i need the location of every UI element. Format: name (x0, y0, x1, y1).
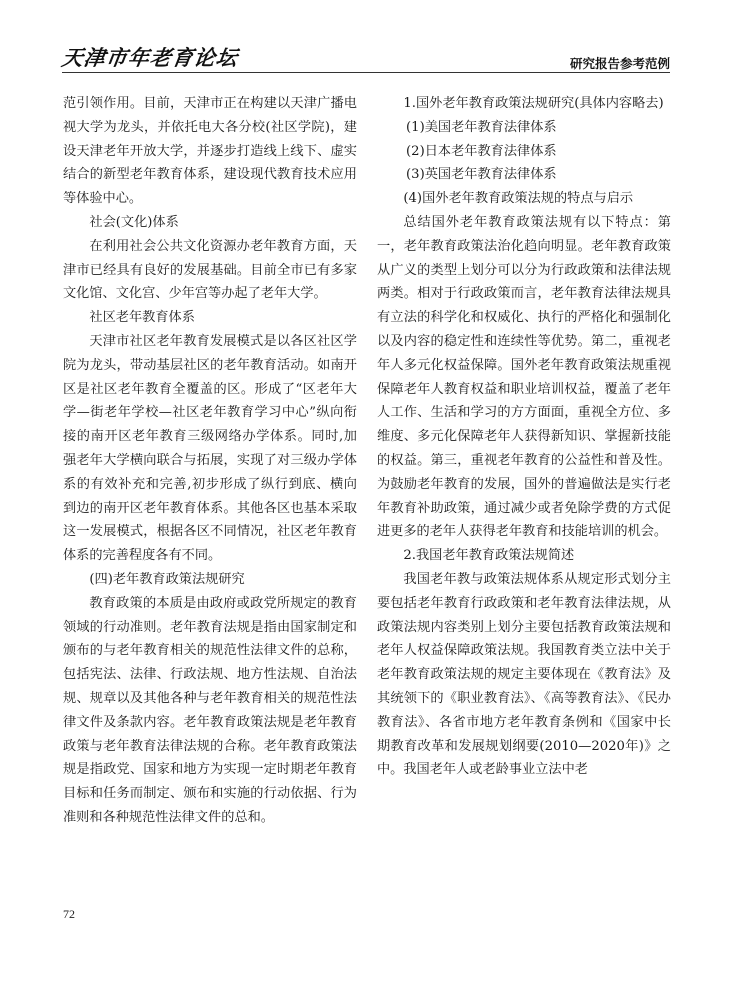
list-item: (2)日本老年教育法律体系 (406, 143, 557, 159)
subheading-social-culture: 社会(文化)体系 (89, 214, 179, 230)
subsection-heading: 2.我国老年教育政策法规简述 (403, 548, 575, 564)
paragraph: 在利用社会公共文化资源办老年教育方面，天津市已经具有良好的发展基础。目前全市已有多家文化馆、文化宫、少年宫等办起了老年大学。 (63, 238, 357, 302)
list-item: (3)英国老年教育法律体系 (406, 167, 557, 183)
header-rule (62, 72, 670, 73)
list-item: (4)国外老年教育政策法规的特点与启示 (403, 191, 634, 207)
paragraph: 范引领作用。目前，天津市正在构建以天津广播电视大学为龙头，并依托电大各分校(社区学院)，建设天津老年开放大学，并逐步打造线上线下、虚实结合的新型老年教育体系，建设现代教育技术应用等体验中心。 (63, 96, 357, 207)
paragraph: 教育政策的本质是由政府或政党所规定的教育领域的行动准则。老年教育法规是指由国家制定和颁布的与老年教育相关的规范性法律文件的总称，包括宪法、法律、行政法规、地方性法规、自治法规、规章以及其他各种与老年教育相关的规范性法律文件及条款内容。老年教育政策法规是老年教育政策与老年教育法律法规的合称。老年教育政策法规是指政党、国家和地方为实现一定时期老年教育目标和任务而制定、颁布和实施的行动依据、行为准则和各种规范性法律文件的总和。 (63, 595, 357, 825)
journal-logo: 天津市年老育论坛 (60, 45, 240, 70)
paragraph: 我国老年教与政策法规体系从规定形式划分主要包括老年教育行政政策和老年教育法律法规，从政策法规内容类别上划分主要包括教育政策法规和老年人权益保障政策法规。我国教育类立法中关于老年教育政策法规的规定主要体现在《教育法》及其统领下的《职业教育法》、《高等教育法》、《民办教育法》、各省市地方老年教育条例和《国家中长期教育改革和发展规划纲要(2010—2020年)》之中。我国老年人或老龄事业立法中老 (377, 571, 671, 778)
page-number: 72 (63, 907, 75, 921)
section-title: 研究报告参考范例 (569, 56, 670, 71)
paragraph: 天津市社区老年教育发展模式是以各区社区学院为龙头，带动基层社区的老年教育活动。如南开区是社区老年教育全覆盖的区。形成了“区老年大学—街老年学校—社区老年教育学习中心”纵向衔接的南开区老年教育三级网络办学体系。同时,加强老年大学横向联合与拓展，实现了对三级办学体系的有效补充和完善,初步形成了纵行到底、横向到边的南开区老年教育体系。其他各区也基本采取这一发展模式，根据各区不同情况，社区老年教育体系的完善程度各有不同。 (63, 333, 357, 564)
subsection-heading: 1.国外老年教育政策法规研究(具体内容略去) (403, 96, 664, 111)
section-heading: (四)老年教育政策法规研究 (89, 571, 245, 587)
subheading-community: 社区老年教育体系 (89, 310, 195, 326)
paragraph: 总结国外老年教育政策法规有以下特点：第一，老年教育政策法治化趋向明显。老年教育政策从广义的类型上划分可以分为行政政策和法律法规两类。相对于行政政策而言，老年教育法律法规具有立法的科学化和权威化、执行的严格化和强制化以及内容的稳定性和连续性等优势。第二，重视老年人多元化权益保障。国外老年教育政策法规重视保障老年人教育权益和职业培训权益，覆盖了老年人工作、生活和学习的方方面面，重视全方位、多维度、多元化保障老年人获得新知识、掌握新技能的权益。第三，重视老年教育的公益性和普及性。为鼓励老年教育的发展，国外的普遍做法是实行老年教育补助政策，通过减少或者免除学费的方式促进更多的老年人获得老年教育和技能培训的机会。 (377, 214, 671, 540)
left-column (63, 92, 357, 830)
page-header (62, 42, 670, 76)
right-column (377, 92, 671, 782)
list-item: (1)美国老年教育法律体系 (406, 119, 557, 135)
